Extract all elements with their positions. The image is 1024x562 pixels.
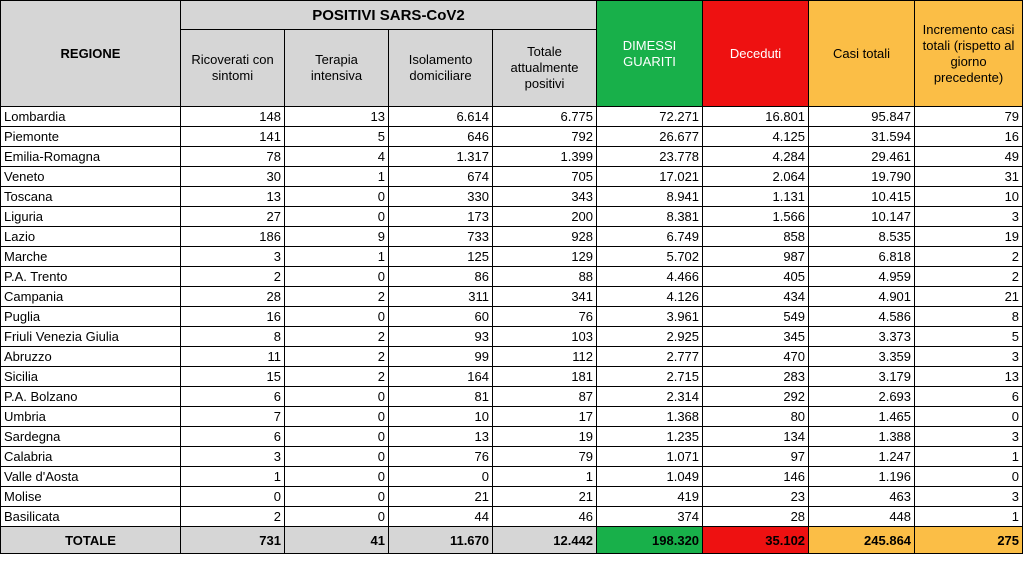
table-cell: 79 <box>915 107 1023 127</box>
table-cell: 3 <box>915 427 1023 447</box>
table-cell: 1.566 <box>703 207 809 227</box>
header-isolamento: Isolamento domiciliare <box>389 30 493 107</box>
table-row <box>1 107 1023 127</box>
table-cell: 11 <box>181 347 285 367</box>
table-cell: 141 <box>181 127 285 147</box>
table-cell: 341 <box>493 287 597 307</box>
table-cell: 21 <box>493 487 597 507</box>
total-cell: 731 <box>181 527 285 554</box>
region-name: Liguria <box>1 207 181 227</box>
table-cell: 3 <box>915 347 1023 367</box>
table-cell: 1 <box>181 467 285 487</box>
table-cell: 1.235 <box>597 427 703 447</box>
table-cell: 1.399 <box>493 147 597 167</box>
table-cell: 4.126 <box>597 287 703 307</box>
region-name: Abruzzo <box>1 347 181 367</box>
region-name: Piemonte <box>1 127 181 147</box>
table-cell: 1.131 <box>703 187 809 207</box>
table-cell: 0 <box>285 487 389 507</box>
table-cell: 60 <box>389 307 493 327</box>
table-cell: 8.535 <box>809 227 915 247</box>
table-cell: 0 <box>285 407 389 427</box>
region-name: Veneto <box>1 167 181 187</box>
table-cell: 2.777 <box>597 347 703 367</box>
table-cell: 0 <box>285 447 389 467</box>
table-cell: 1.196 <box>809 467 915 487</box>
table-cell: 16 <box>181 307 285 327</box>
total-cell: 41 <box>285 527 389 554</box>
table-cell: 8.941 <box>597 187 703 207</box>
region-name: Lombardia <box>1 107 181 127</box>
table-cell: 13 <box>389 427 493 447</box>
table-row <box>1 427 1023 447</box>
table-cell: 2 <box>915 267 1023 287</box>
table-cell: 19.790 <box>809 167 915 187</box>
table-cell: 2 <box>915 247 1023 267</box>
table-cell: 3.359 <box>809 347 915 367</box>
table-cell: 21 <box>389 487 493 507</box>
table-row <box>1 307 1023 327</box>
header-positivi-group: POSITIVI SARS-CoV2 <box>181 1 597 30</box>
total-row <box>1 527 1023 554</box>
header-casi-totali: Casi totali <box>809 1 915 107</box>
table-cell: 19 <box>915 227 1023 247</box>
table-cell: 1 <box>915 447 1023 467</box>
table-cell: 2.064 <box>703 167 809 187</box>
table-cell: 125 <box>389 247 493 267</box>
table-cell: 1.247 <box>809 447 915 467</box>
table-cell: 1.388 <box>809 427 915 447</box>
table-cell: 19 <box>493 427 597 447</box>
table-cell: 4.284 <box>703 147 809 167</box>
table-cell: 0 <box>285 307 389 327</box>
table-row <box>1 227 1023 247</box>
table-cell: 549 <box>703 307 809 327</box>
table-cell: 97 <box>703 447 809 467</box>
table-cell: 103 <box>493 327 597 347</box>
table-cell: 4 <box>285 147 389 167</box>
table-cell: 6.614 <box>389 107 493 127</box>
table-cell: 23 <box>703 487 809 507</box>
table-cell: 0 <box>915 407 1023 427</box>
table-cell: 5.702 <box>597 247 703 267</box>
region-name: Umbria <box>1 407 181 427</box>
table-cell: 6.775 <box>493 107 597 127</box>
total-cell: 35.102 <box>703 527 809 554</box>
table-cell: 79 <box>493 447 597 467</box>
table-cell: 1 <box>285 247 389 267</box>
table-cell: 10 <box>389 407 493 427</box>
table-cell: 283 <box>703 367 809 387</box>
table-cell: 5 <box>915 327 1023 347</box>
table-row <box>1 347 1023 367</box>
table-row <box>1 447 1023 467</box>
table-cell: 26.677 <box>597 127 703 147</box>
table-cell: 28 <box>703 507 809 527</box>
table-cell: 987 <box>703 247 809 267</box>
table-cell: 181 <box>493 367 597 387</box>
table-cell: 3.373 <box>809 327 915 347</box>
region-name: Sardegna <box>1 427 181 447</box>
table-cell: 17.021 <box>597 167 703 187</box>
table-row <box>1 327 1023 347</box>
table-cell: 1.368 <box>597 407 703 427</box>
table-cell: 2.715 <box>597 367 703 387</box>
table-cell: 76 <box>389 447 493 467</box>
table-cell: 792 <box>493 127 597 147</box>
table-row <box>1 467 1023 487</box>
table-cell: 23.778 <box>597 147 703 167</box>
table-row <box>1 247 1023 267</box>
table-cell: 646 <box>389 127 493 147</box>
table-cell: 2.314 <box>597 387 703 407</box>
table-cell: 2.693 <box>809 387 915 407</box>
table-row <box>1 407 1023 427</box>
table-cell: 148 <box>181 107 285 127</box>
table-cell: 2 <box>181 267 285 287</box>
region-name: Calabria <box>1 447 181 467</box>
region-name: Marche <box>1 247 181 267</box>
table-cell: 10.147 <box>809 207 915 227</box>
table-cell: 3.961 <box>597 307 703 327</box>
table-cell: 10 <box>915 187 1023 207</box>
table-cell: 76 <box>493 307 597 327</box>
table-cell: 4.586 <box>809 307 915 327</box>
table-cell: 2 <box>285 287 389 307</box>
table-row <box>1 387 1023 407</box>
table-cell: 80 <box>703 407 809 427</box>
header-deceduti: Deceduti <box>703 1 809 107</box>
table-cell: 6 <box>915 387 1023 407</box>
table-cell: 16 <box>915 127 1023 147</box>
region-name: Friuli Venezia Giulia <box>1 327 181 347</box>
table-row <box>1 167 1023 187</box>
header-dimessi-guariti: DIMESSI GUARITI <box>597 1 703 107</box>
total-cell: 11.670 <box>389 527 493 554</box>
table-row <box>1 127 1023 147</box>
header-totale-positivi: Totale attualmente positivi <box>493 30 597 107</box>
total-label: TOTALE <box>1 527 181 554</box>
table-cell: 7 <box>181 407 285 427</box>
table-cell: 29.461 <box>809 147 915 167</box>
table-cell: 2 <box>285 327 389 347</box>
table-cell: 8 <box>181 327 285 347</box>
table-cell: 1 <box>493 467 597 487</box>
table-cell: 470 <box>703 347 809 367</box>
header-ricoverati: Ricoverati con sintomi <box>181 30 285 107</box>
table-cell: 0 <box>285 387 389 407</box>
table-cell: 345 <box>703 327 809 347</box>
table-cell: 4.466 <box>597 267 703 287</box>
table-cell: 2 <box>181 507 285 527</box>
total-cell: 12.442 <box>493 527 597 554</box>
table-cell: 0 <box>285 427 389 447</box>
table-cell: 173 <box>389 207 493 227</box>
table-row <box>1 147 1023 167</box>
table-cell: 28 <box>181 287 285 307</box>
table-row <box>1 367 1023 387</box>
table-cell: 8.381 <box>597 207 703 227</box>
table-cell: 674 <box>389 167 493 187</box>
table-cell: 1.465 <box>809 407 915 427</box>
table-cell: 6.749 <box>597 227 703 247</box>
table-cell: 2 <box>285 367 389 387</box>
region-name: Campania <box>1 287 181 307</box>
table-cell: 0 <box>285 207 389 227</box>
table-cell: 86 <box>389 267 493 287</box>
table-cell: 374 <box>597 507 703 527</box>
table-cell: 3 <box>915 487 1023 507</box>
table-cell: 1.049 <box>597 467 703 487</box>
table-cell: 4.959 <box>809 267 915 287</box>
table-cell: 186 <box>181 227 285 247</box>
table-cell: 928 <box>493 227 597 247</box>
total-cell: 245.864 <box>809 527 915 554</box>
table-cell: 13 <box>285 107 389 127</box>
table-cell: 87 <box>493 387 597 407</box>
table-cell: 1.071 <box>597 447 703 467</box>
table-cell: 16.801 <box>703 107 809 127</box>
table-cell: 31 <box>915 167 1023 187</box>
table-cell: 146 <box>703 467 809 487</box>
table-cell: 3 <box>181 447 285 467</box>
table-cell: 44 <box>389 507 493 527</box>
table-cell: 4.901 <box>809 287 915 307</box>
table-cell: 858 <box>703 227 809 247</box>
table-cell: 6 <box>181 387 285 407</box>
table-cell: 4.125 <box>703 127 809 147</box>
header-regione: REGIONE <box>1 1 181 107</box>
table-cell: 2 <box>285 347 389 367</box>
table-cell: 72.271 <box>597 107 703 127</box>
table-cell: 448 <box>809 507 915 527</box>
header-incremento: Incremento casi totali (rispetto al giorno precedente) <box>915 1 1023 107</box>
region-name: Molise <box>1 487 181 507</box>
table-cell: 99 <box>389 347 493 367</box>
table-row <box>1 287 1023 307</box>
table-cell: 31.594 <box>809 127 915 147</box>
table-cell: 5 <box>285 127 389 147</box>
table-cell: 343 <box>493 187 597 207</box>
table-row <box>1 187 1023 207</box>
table-cell: 164 <box>389 367 493 387</box>
table-cell: 27 <box>181 207 285 227</box>
table-cell: 419 <box>597 487 703 507</box>
table-cell: 3 <box>181 247 285 267</box>
table-row <box>1 267 1023 287</box>
table-cell: 405 <box>703 267 809 287</box>
table-cell: 88 <box>493 267 597 287</box>
table-cell: 0 <box>285 507 389 527</box>
region-name: Puglia <box>1 307 181 327</box>
table-cell: 6.818 <box>809 247 915 267</box>
total-cell: 198.320 <box>597 527 703 554</box>
table-cell: 21 <box>915 287 1023 307</box>
table-row <box>1 507 1023 527</box>
table-cell: 2.925 <box>597 327 703 347</box>
region-name: P.A. Bolzano <box>1 387 181 407</box>
table-cell: 311 <box>389 287 493 307</box>
table-cell: 49 <box>915 147 1023 167</box>
table-cell: 1 <box>285 167 389 187</box>
table-cell: 46 <box>493 507 597 527</box>
region-name: Basilicata <box>1 507 181 527</box>
region-name: Sicilia <box>1 367 181 387</box>
table-cell: 0 <box>915 467 1023 487</box>
table-cell: 733 <box>389 227 493 247</box>
table-cell: 95.847 <box>809 107 915 127</box>
table-cell: 30 <box>181 167 285 187</box>
table-cell: 81 <box>389 387 493 407</box>
table-cell: 292 <box>703 387 809 407</box>
table-cell: 134 <box>703 427 809 447</box>
table-cell: 705 <box>493 167 597 187</box>
header-terapia-intensiva: Terapia intensiva <box>285 30 389 107</box>
table-cell: 200 <box>493 207 597 227</box>
table-cell: 78 <box>181 147 285 167</box>
table-cell: 93 <box>389 327 493 347</box>
table-cell: 13 <box>181 187 285 207</box>
table-cell: 3.179 <box>809 367 915 387</box>
region-name: Lazio <box>1 227 181 247</box>
table-cell: 9 <box>285 227 389 247</box>
table-cell: 13 <box>915 367 1023 387</box>
total-cell: 275 <box>915 527 1023 554</box>
table-cell: 330 <box>389 187 493 207</box>
table-cell: 17 <box>493 407 597 427</box>
table-cell: 1 <box>915 507 1023 527</box>
region-name: Emilia-Romagna <box>1 147 181 167</box>
table-cell: 0 <box>181 487 285 507</box>
table-cell: 15 <box>181 367 285 387</box>
table-cell: 1.317 <box>389 147 493 167</box>
table-cell: 434 <box>703 287 809 307</box>
table-row <box>1 207 1023 227</box>
table-cell: 6 <box>181 427 285 447</box>
table-cell: 0 <box>285 267 389 287</box>
table-cell: 0 <box>285 187 389 207</box>
table-cell: 8 <box>915 307 1023 327</box>
region-name: Toscana <box>1 187 181 207</box>
table-cell: 463 <box>809 487 915 507</box>
table-cell: 3 <box>915 207 1023 227</box>
table-cell: 0 <box>389 467 493 487</box>
table-row <box>1 487 1023 507</box>
table-cell: 10.415 <box>809 187 915 207</box>
table-cell: 0 <box>285 467 389 487</box>
table-cell: 112 <box>493 347 597 367</box>
region-name: P.A. Trento <box>1 267 181 287</box>
table-cell: 129 <box>493 247 597 267</box>
region-name: Valle d'Aosta <box>1 467 181 487</box>
